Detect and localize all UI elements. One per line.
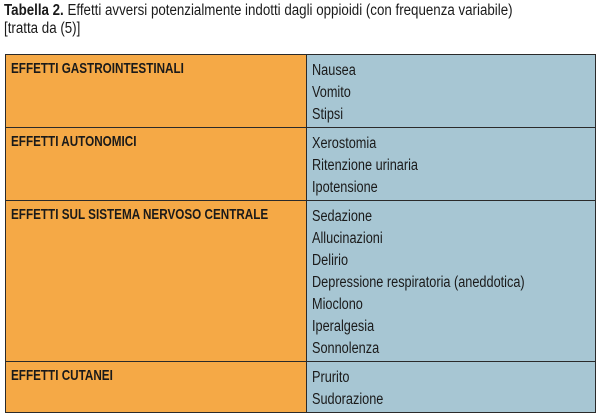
effects-cell-autonomic xyxy=(307,128,596,201)
effect-item: Prurito xyxy=(312,369,350,386)
caption-source: [tratta da (5)] xyxy=(4,20,81,37)
effect-item: Xerostomia xyxy=(312,135,377,152)
effect-item: Iperalgesia xyxy=(312,318,375,335)
effect-item: Mioclono xyxy=(312,296,363,313)
effect-item: Sonnolenza xyxy=(312,340,380,357)
table-row xyxy=(6,201,596,362)
table-row xyxy=(6,55,596,128)
effects-cell-cutaneous xyxy=(307,362,596,413)
effect-item: Ipotensione xyxy=(312,179,378,196)
category-cell-cutaneous xyxy=(6,362,307,413)
effect-item: Ritenzione urinaria xyxy=(312,157,418,174)
effect-item: Depressione respiratoria (aneddotica) xyxy=(312,274,525,291)
effect-item: Allucinazioni xyxy=(312,230,383,247)
category-cell-autonomic xyxy=(6,128,307,201)
effect-item: Sudorazione xyxy=(312,391,384,408)
caption-text: Effetti avversi potenzialmente indotti dagli oppioidi (con frequenza variabile) xyxy=(67,2,513,19)
caption-label: Tabella 2. xyxy=(4,2,64,19)
effect-item: Vomito xyxy=(312,84,351,101)
effect-item: Nausea xyxy=(312,62,356,79)
category-label: EFFETTI SUL SISTEMA NERVOSO CENTRALE xyxy=(11,206,269,223)
effects-cell-gastrointestinal xyxy=(307,55,596,128)
category-cell-gastrointestinal xyxy=(6,55,307,128)
category-cell-cns xyxy=(6,201,307,362)
effect-item: Stipsi xyxy=(312,106,344,123)
table-caption xyxy=(4,2,513,38)
category-label: EFFETTI GASTROINTESTINALI xyxy=(11,60,184,77)
effects-cell-cns xyxy=(307,201,596,362)
category-label: EFFETTI AUTONOMICI xyxy=(11,133,137,150)
effect-item: Sedazione xyxy=(312,208,373,225)
category-label: EFFETTI CUTANEI xyxy=(11,367,113,384)
table-row xyxy=(6,362,596,413)
effect-item: Delirio xyxy=(312,252,349,269)
adverse-effects-table xyxy=(5,54,596,413)
table-row xyxy=(6,128,596,201)
